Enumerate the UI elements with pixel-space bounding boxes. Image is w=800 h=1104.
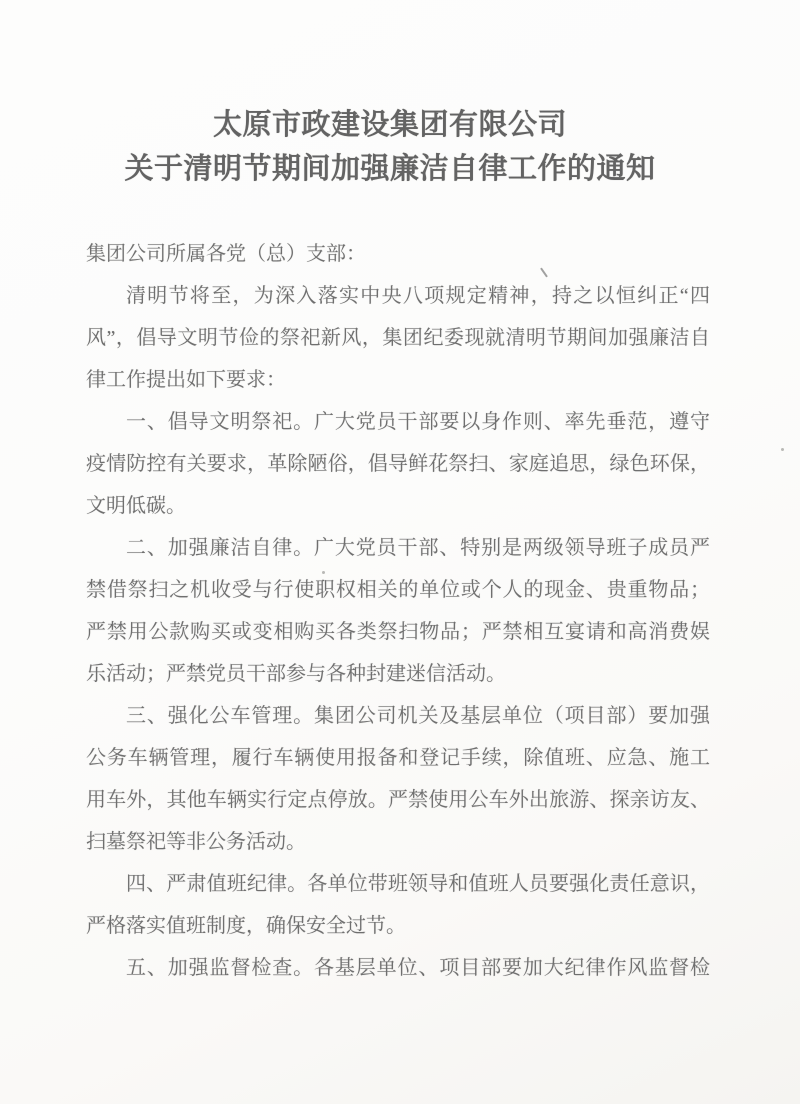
body-line-section-5: 五、加强监督检查。各基层单位、项目部要加大纪律作风监督检 xyxy=(126,957,710,979)
body-line: 乐活动；严禁党员干部参与各种封建迷信活动。 xyxy=(86,663,506,685)
body-line: 严格落实值班制度，确保安全过节。 xyxy=(86,915,406,937)
body-line: 禁借祭扫之机收受与行使职权相关的单位或个人的现金、贵重物品； xyxy=(86,579,710,601)
scan-speck xyxy=(781,448,784,451)
body-line: 清明节将至，为深入落实中央八项规定精神，持之以恒纠正“四 xyxy=(126,285,710,307)
body-line-section-3: 三、强化公车管理。集团公司机关及基层单位（项目部）要加强 xyxy=(126,705,710,727)
body-line: 扫墓祭祀等非公务活动。 xyxy=(86,831,306,853)
document-title-line-1: 太原市政建设集团有限公司 xyxy=(212,109,567,141)
body-line: 文明低碳。 xyxy=(86,495,186,517)
body-line-section-4: 四、严肃值班纪律。各单位带班领导和值班人员要强化责任意识， xyxy=(126,873,710,895)
salutation-line: 集团公司所属各党（总）支部： xyxy=(86,243,366,265)
document-body xyxy=(86,233,710,989)
document-title xyxy=(78,0,702,191)
body-line-section-2: 二、加强廉洁自律。广大党员干部、特别是两级领导班子成员严 xyxy=(126,537,710,559)
body-line: 用车外，其他车辆实行定点停放。严禁使用公车外出旅游、探亲访友、 xyxy=(86,789,710,811)
body-line-section-1: 一、倡导文明祭祀。广大党员干部要以身作则、率先垂范，遵守 xyxy=(126,411,710,433)
body-line: 疫情防控有关要求，革除陋俗，倡导鲜花祭扫、家庭追思，绿色环保， xyxy=(86,453,710,475)
body-line: 风”，倡导文明节俭的祭祀新风，集团纪委现就清明节期间加强廉洁自 xyxy=(86,327,710,349)
body-line: 严禁用公款购买或变相购买各类祭扫物品；严禁相互宴请和高消费娱 xyxy=(86,621,710,643)
body-line: 律工作提出如下要求： xyxy=(86,369,286,391)
document-title-line-2: 关于清明节期间加强廉洁自律工作的通知 xyxy=(124,153,656,185)
body-line: 公务车辆管理，履行车辆使用报备和登记手续，除值班、应急、施工 xyxy=(86,747,710,769)
scan-speck xyxy=(322,571,325,574)
